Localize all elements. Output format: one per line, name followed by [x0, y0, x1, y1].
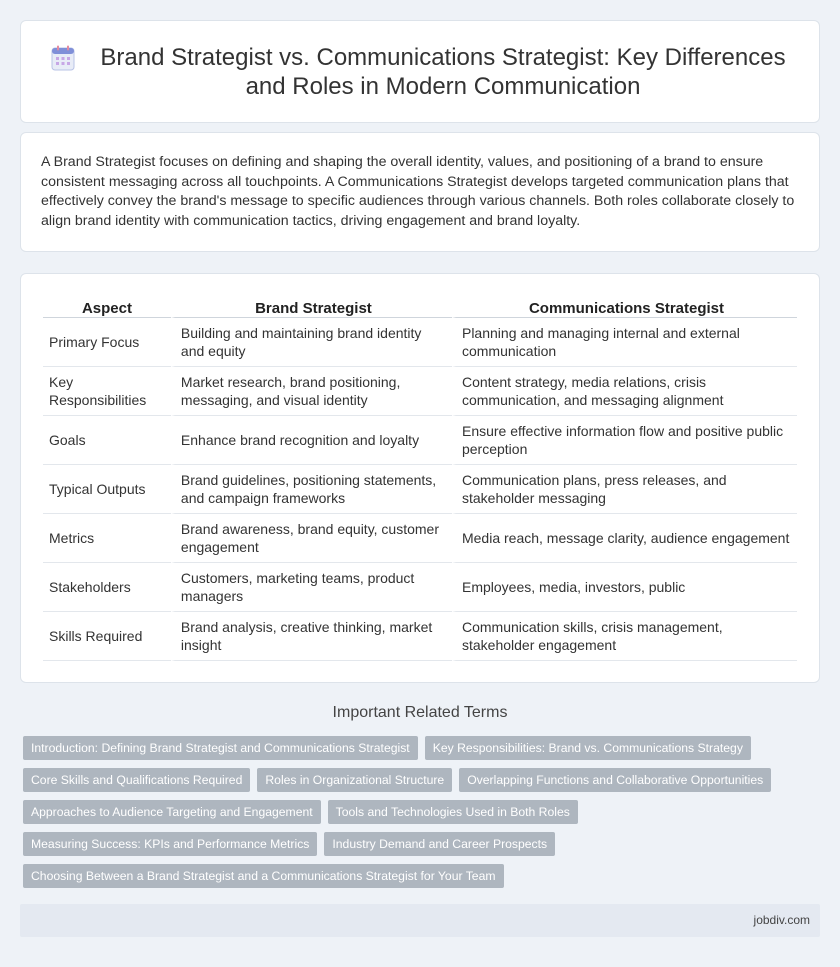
related-term-tag[interactable]: Industry Demand and Career Prospects: [324, 832, 555, 856]
summary-text: A Brand Strategist focuses on defining and shaping the overall identity, values, and positioning of a brand to ensure consistent messaging across all touchpoints. A Communications Strategist develops targeted communication plans that effectively convey the brand's message to specific audiences through various channels. Both roles collaborate closely to align brand identity with communication tactics, driving engagement and brand loyalty.: [41, 154, 795, 229]
related-term-tag[interactable]: Measuring Success: KPIs and Performance Metrics: [23, 832, 317, 856]
related-term-tag[interactable]: Key Responsibilities: Brand vs. Communications Strategy: [425, 736, 751, 760]
comparison-table-card: [20, 273, 820, 683]
row-aspect: Key Responsibilities: [43, 367, 171, 416]
row-brand-value: Brand guidelines, positioning statements, and campaign frameworks: [171, 465, 452, 514]
row-comms-value: Media reach, message clarity, audience engagement: [452, 514, 797, 563]
table-row: [43, 367, 797, 416]
row-comms-value: Communication plans, press releases, and stakeholder messaging: [452, 465, 797, 514]
related-terms-heading: Important Related Terms: [332, 704, 508, 721]
row-aspect: Stakeholders: [43, 563, 171, 612]
table-header-row: [43, 296, 797, 318]
table-row: [43, 563, 797, 612]
header-aspect: Aspect: [43, 296, 171, 318]
row-brand-value: Customers, marketing teams, product managers: [171, 563, 452, 612]
related-term-tag[interactable]: Overlapping Functions and Collaborative Opportunities: [459, 768, 771, 792]
page-title: Brand Strategist vs. Communications Strategist: Key Differences and Roles in Modern Communication: [100, 43, 786, 100]
row-brand-value: Building and maintaining brand identity and equity: [171, 318, 452, 367]
table-row: [43, 416, 797, 465]
row-comms-value: Employees, media, investors, public: [452, 563, 797, 612]
footer: [20, 904, 820, 937]
row-brand-value: Brand analysis, creative thinking, market insight: [171, 612, 452, 661]
summary-card: [20, 132, 820, 252]
row-brand-value: Market research, brand positioning, messaging, and visual identity: [171, 367, 452, 416]
row-comms-value: Communication skills, crisis management, stakeholder engagement: [452, 612, 797, 661]
calendar-icon: [51, 45, 75, 71]
related-term-tag[interactable]: Tools and Technologies Used in Both Roles: [328, 800, 578, 824]
row-brand-value: Enhance brand recognition and loyalty: [171, 416, 452, 465]
related-term-tag[interactable]: Approaches to Audience Targeting and Engagement: [23, 800, 321, 824]
header-communications-strategist: Communications Strategist: [452, 296, 797, 318]
row-comms-value: Planning and managing internal and external communication: [452, 318, 797, 367]
row-aspect: Skills Required: [43, 612, 171, 661]
row-aspect: Typical Outputs: [43, 465, 171, 514]
footer-site-link[interactable]: jobdiv.com: [753, 913, 810, 927]
row-comms-value: Ensure effective information flow and positive public perception: [452, 416, 797, 465]
header-card: [20, 20, 820, 123]
table-row: [43, 612, 797, 661]
related-term-tag[interactable]: Core Skills and Qualifications Required: [23, 768, 250, 792]
related-term-tag[interactable]: Introduction: Defining Brand Strategist and Communications Strategist: [23, 736, 418, 760]
row-comms-value: Content strategy, media relations, crisis communication, and messaging alignment: [452, 367, 797, 416]
table-row: [43, 465, 797, 514]
table-row: [43, 318, 797, 367]
related-term-tag[interactable]: Roles in Organizational Structure: [257, 768, 452, 792]
row-aspect: Goals: [43, 416, 171, 465]
row-aspect: Primary Focus: [43, 318, 171, 367]
header-brand-strategist: Brand Strategist: [171, 296, 452, 318]
related-term-tag[interactable]: Choosing Between a Brand Strategist and a Communications Strategist for Your Team: [23, 864, 504, 888]
row-aspect: Metrics: [43, 514, 171, 563]
table-row: [43, 514, 797, 563]
row-brand-value: Brand awareness, brand equity, customer engagement: [171, 514, 452, 563]
related-terms-list: [23, 736, 823, 896]
comparison-table: [43, 296, 797, 661]
